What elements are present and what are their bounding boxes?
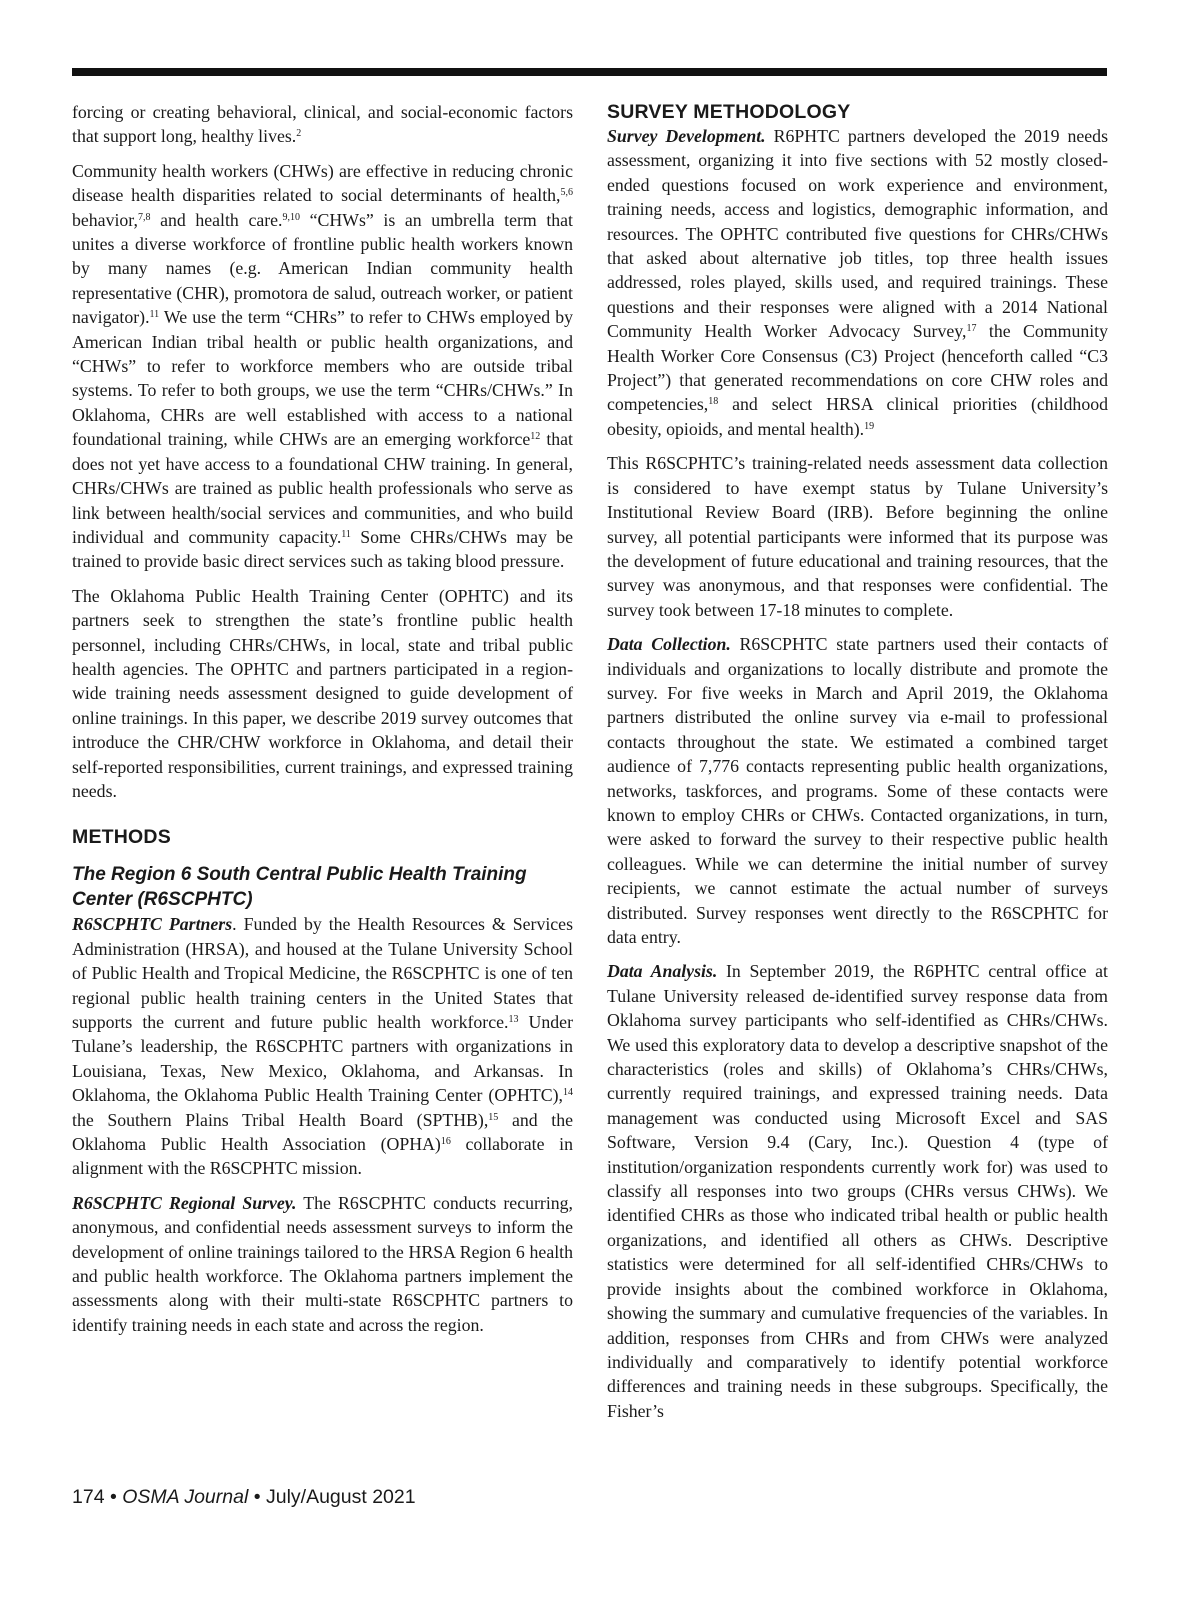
paragraph-data-analysis: Data Analysis. In September 2019, the R6PHTC central office at Tulane University released de-identified survey response data from Oklahoma survey participants who self-identified as CHRs/CHWs. We used this exploratory data to develop a descriptive snapshot of the characteristics (roles and skills) of Oklahoma’s CHRs/CHWs, currently required trainings, and expressed training needs. Data management was conducted using Microsoft Excel and SAS Software, Version 9.4 (Cary, Inc.). Question 4 (type of institution/organization respondents currently work for) was used to classify all responses into two groups (CHRs versus CHWs). We identified CHRs as those who indicated tribal health or public health organizations, and identified all others as CHWs. Descriptive statistics were determined for all self-identified CHRs/CHWs to provide insights about the combined workforce in Oklahoma, showing the summary and cumulative frequencies of the variables. In addition, responses from CHRs and from CHWs were analyzed individually and comparatively to identify potential workforce differences and training needs in these subgroups. Specifically, the Fisher’s (607, 961, 1108, 1421)
issue-date: July/August 2021 (265, 1486, 416, 1508)
survey-methodology-heading: SURVEY METHODOLOGY (607, 101, 851, 123)
left-column (72, 100, 573, 1347)
paragraph-irb-exempt: This R6SCPHTC’s training-related needs assessment data collection is considered to have exempt status by Tulane University’s Institutional Review Board (IRB). Before beginning the online survey, all potential participants were informed that its purpose was the development of future educational and training resources, that the survey was anonymous, and that responses were confidential. The survey took between 17-18 minutes to complete. (607, 453, 1108, 620)
paragraph-chw-definition: Community health workers (CHWs) are effective in reducing chronic disease health disparities related to social determinants of health,$^{5,6}$ behavior,$^{7,8}$ and health care.$^{9,10}$ “CHWs” is an umbrella term that unites a diverse workforce of frontline public health workers known by many names (e.g. American Indian community health representative (CHR), promotora de salud, outreach worker, or patient navigator).$^{11}$ We use the term “CHRs” to refer to CHWs employed by American Indian tribal health or public health organizations, and “CHWs” to refer to workforce members who are outside tribal systems. To refer to both groups, we use the term “CHRs/CHWs.” In Oklahoma, CHRs are well established with access to a national foundational training, while CHWs are an emerging workforce$^{12}$ that does not yet have access to a foundational CHW training. In general, CHRs/CHWs are trained as public health professionals who serve as link between health/social services and communities, and who build individual and community capacity.$^{11}$ Some CHRs/CHWs may be trained to provide basic direct services such as taking blood pressure. (72, 160, 573, 572)
region6-subheading: The Region 6 South Central Public Health Training Center (R6SCPHTC) (72, 864, 527, 910)
right-column (607, 100, 1108, 1433)
paragraph-survey-development: Survey Development. R6PHTC partners developed the 2019 needs assessment, organizing it into five sections with 52 mostly closed-ended questions focused on work experience and environment, training needs, access and logistics, demographic information, and resources. The OPHTC contributed five questions for CHRs/CHWs that asked about alternative job titles, top three health issues addressed, roles played, skills used, and required trainings. These questions and their responses were aligned with a 2014 National Community Health Worker Advocacy Survey,$^{17}$ the Community Health Worker Core Consensus (C3) Project (henceforth called “C3 Project”) that generated recommendations on core CHW roles and competencies,$^{18}$ and select HRSA clinical priorities (childhood obesity, opioids, and mental health).$^{19}$ (607, 126, 1108, 439)
page-number: 174 (72, 1486, 105, 1508)
methods-heading: METHODS (72, 826, 171, 849)
paragraph-data-collection: Data Collection. R6SCPHTC state partners used their contacts of individuals and organizations to locally distribute and promote the survey. For five weeks in March and April 2019, the Oklahoma partners distributed the online survey via e-mail to professional contacts throughout the state. We estimated a combined target audience of 7,776 contacts representing public health organizations, networks, taskforces, and programs. Some of these contacts were known to employ CHRs or CHWs. Contacted organizations, in turn, were asked to forward the survey to their respective public health colleagues. While we can determine the initial number of survey recipients, we cannot estimate the actual number of surveys distributed. Survey responses went directly to the R6SCPHTC for data entry. (607, 634, 1109, 947)
journal-name: OSMA Journal (122, 1486, 249, 1508)
top-rule (72, 68, 1107, 76)
paragraph-regional-survey: R6SCPHTC Regional Survey. The R6SCPHTC conducts recurring, anonymous, and confidential needs assessment surveys to inform the development of online trainings tailored to the HRSA Region 6 health and public health workforce. The Oklahoma partners implement the assessments along with their multi-state R6SCPHTC partners to identify training needs in each state and across the region. (72, 1192, 573, 1335)
paragraph-intro-continued: forcing or creating behavioral, clinical, and social-economic factors that support long, healthy lives.$^2$ (72, 102, 573, 147)
paragraph-ophtc: The Oklahoma Public Health Training Center (OPHTC) and its partners seek to strengthen the state’s frontline public health personnel, including CHRs/CHWs, in local, state and tribal public health agencies. The OPHTC and partners participated in a region-wide training needs assessment designed to guide development of online trainings. In this paper, we describe 2019 survey outcomes that introduce the CHR/CHW workforce in Oklahoma, and detail their self-reported responsibilities, current trainings, and expressed training needs. (72, 585, 573, 801)
paragraph-r6scphtc-partners: R6SCPHTC Partners. Funded by the Health Resources & Services Administration (HRSA), and housed at the Tulane University School of Public Health and Tropical Medicine, the R6SCPHTC is one of ten regional public health training centers in the United States that supports the current and future public health workforce.$^{13}$ Under Tulane’s leadership, the R6SCPHTC partners with organizations in Louisiana, Texas, New Mexico, Oklahoma, and Arkansas. In Oklahoma, the Oklahoma Public Health Training Center (OPHTC),$^{14}$ the Southern Plains Tribal Health Board (SPTHB),$^{15}$ and the Oklahoma Public Health Association (OPHA)$^{16}$ collaborate in alignment with the R6SCPHTC mission. (72, 914, 573, 1179)
page-footer: 174 • OSMA Journal • July/August 2021 (72, 1486, 416, 1508)
